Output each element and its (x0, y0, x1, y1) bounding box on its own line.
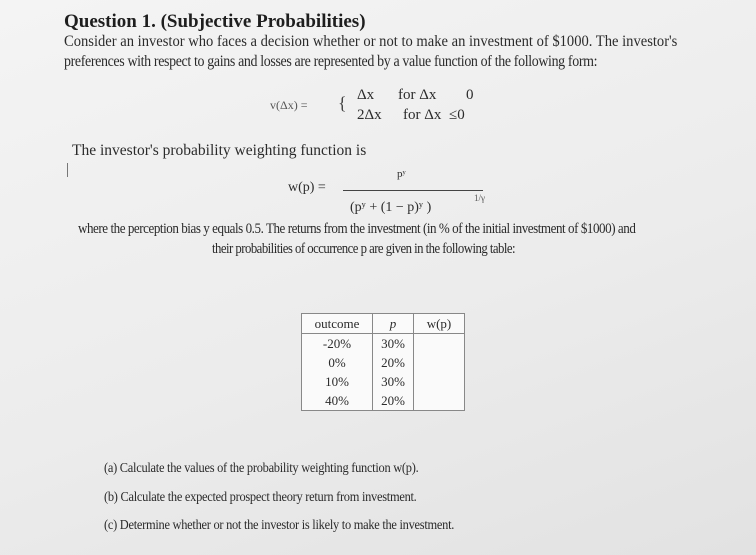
cell-p: 30% (373, 372, 414, 391)
value-function-label: v(Δx) = (270, 98, 308, 112)
cell-p: 30% (373, 334, 414, 354)
cell-wp (414, 372, 465, 391)
cell-p: 20% (373, 391, 414, 410)
cell-outcome: 0% (302, 353, 373, 372)
table-row (302, 391, 464, 410)
cell-outcome: 40% (302, 391, 373, 410)
cell-outcome: -20% (302, 334, 373, 354)
cell-outcome: 10% (302, 372, 373, 391)
case2-rhs: ≤0 (449, 107, 465, 123)
question-a: (a) Calculate the values of the probability weighting function w(p). (104, 460, 419, 475)
description-line-1: where the perception bias y equals 0.5. The returns from the investment (in % of the initial investment of $1000) and (78, 221, 636, 237)
intro-line-1: Consider an investor who faces a decision whether or not to make an investment of $1000. The investor's (64, 33, 678, 50)
cell-wp (414, 353, 465, 372)
intro-line-2: preferences with respect to gains and losses are represented by a value function of the following form: (64, 53, 598, 70)
case2-condition: for Δx (403, 107, 442, 123)
header-wp: w(p) (414, 314, 465, 334)
cell-wp (414, 391, 465, 410)
case1-condition: for Δx (398, 87, 437, 103)
table-row (302, 372, 464, 391)
cell-p: 20% (373, 353, 414, 372)
table-row (302, 353, 464, 372)
case1-rhs: 0 (466, 87, 474, 103)
cell-wp (414, 334, 465, 354)
weighting-exponent: 1/γ (474, 193, 485, 203)
question-b: (b) Calculate the expected prospect theory return from investment. (104, 489, 417, 504)
question-title: Question 1. (Subjective Probabilities) (64, 11, 366, 32)
case1-expression: Δx (357, 87, 375, 103)
question-c: (c) Determine whether or not the investor is likely to make the investment. (104, 517, 455, 532)
header-outcome: outcome (302, 314, 373, 334)
weighting-intro: The investor's probability weighting function is (72, 142, 367, 159)
table-header-row (302, 314, 464, 334)
weighting-label: w(p) = (288, 180, 326, 195)
case2-expression: 2Δx (357, 107, 382, 123)
description-line-2: their probabilities of occurrence p are given in the following table: (212, 241, 516, 257)
weighting-numerator: pʸ (397, 168, 406, 180)
weighting-denominator: (pʸ + (1 − p)ʸ ) (350, 200, 432, 215)
text-cursor (67, 163, 68, 177)
outcome-probability-table (302, 314, 464, 410)
table-row (302, 334, 464, 354)
header-p: p (373, 314, 414, 334)
value-function-brace: { (338, 93, 347, 113)
fraction-bar (343, 190, 483, 191)
